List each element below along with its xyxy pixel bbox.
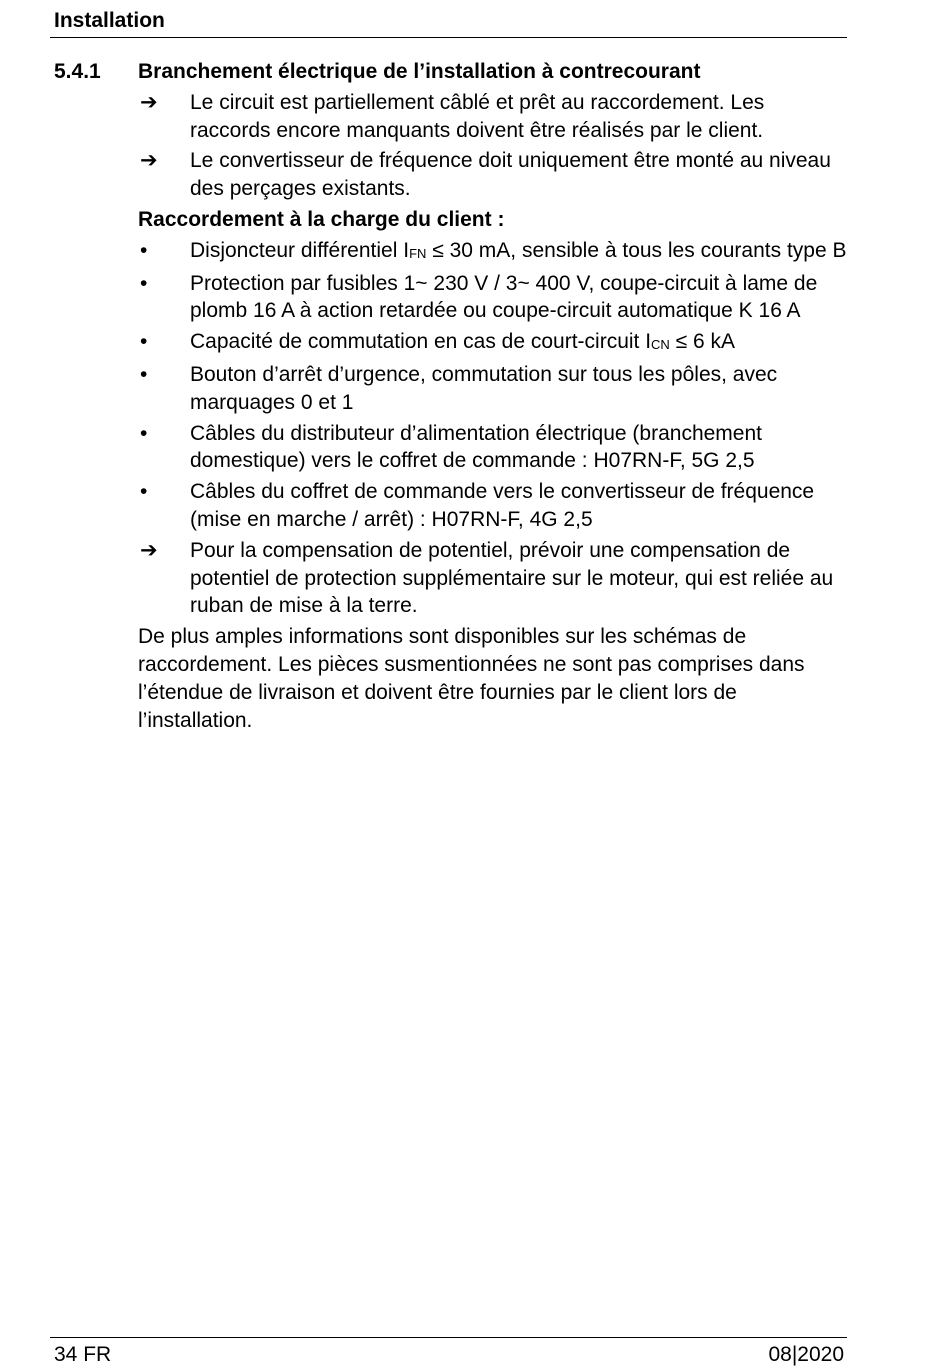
bullet-item: [138, 270, 850, 326]
bullet-item: [138, 237, 850, 267]
document-date: 08|2020: [768, 1343, 844, 1366]
bullet-text-start: Disjoncteur différentiel I: [190, 238, 410, 262]
bullet-text: Câbles du coffret de commande vers le convertisseur de fréquence (mise en marche / arrêt) : H07RN-F, 4G 2,5: [190, 480, 815, 531]
bullet-item: [138, 328, 850, 358]
list-item: [138, 89, 850, 145]
bullet-text-end: ≤ 30 mA, sensible à tous les courants type B: [426, 238, 847, 262]
bullet-icon: •: [140, 238, 148, 262]
main-content: [138, 58, 850, 734]
bullet-text: Bouton d’arrêt d’urgence, commutation sur tous les pôles, avec marquages 0 et 1: [190, 362, 778, 414]
bullet-item: [138, 361, 850, 417]
bullet-text-end: ≤ 6 kA: [669, 330, 736, 354]
header-rule: [50, 37, 847, 38]
list-item-text: Pour la compensation de potentiel, prévoir une compensation de potentiel de protection supplémentaire sur le moteur, qui est reliée au ruban de mise à la terre.: [190, 538, 834, 618]
bullet-icon: •: [140, 271, 148, 295]
bullet-icon: •: [140, 362, 148, 386]
list-item-text: Le circuit est partiellement câblé et prêt au raccordement. Les raccords encore manquants doivent être réalisés par le client.: [190, 90, 765, 142]
list-item: [138, 537, 850, 620]
section-title: Branchement électrique de l’installation à contrecourant: [138, 60, 701, 83]
page-number: 34 FR: [54, 1343, 112, 1366]
bullet-text-start: Capacité de commutation en cas de court-circuit I: [190, 330, 652, 354]
bullet-text: Câbles du distributeur d’alimentation électrique (branchement domestique) vers le coffret de commande : H07RN-F, 5G 2,5: [190, 421, 762, 473]
bullet-icon: •: [140, 330, 148, 354]
subscript: CN: [651, 337, 670, 353]
arrow-right-icon: ➔: [140, 149, 158, 173]
closing-paragraph: De plus amples informations sont disponibles sur les schémas de raccordement. Les pièces susmentionnées ne sont pas comprises dans l’étendue de livraison et doivent être fournies par le client lors de l’installation.: [138, 625, 805, 732]
subscript: FN: [409, 245, 427, 261]
bullet-item: [138, 420, 850, 476]
page-header-title: Installation: [54, 9, 165, 32]
subheading: Raccordement à la charge du client :: [138, 207, 505, 231]
bullet-item: [138, 478, 850, 534]
arrow-right-icon: ➔: [140, 538, 158, 562]
list-item: [138, 147, 850, 203]
list-item-text: Le convertisseur de fréquence doit uniquement être monté au niveau des perçages existants.: [190, 149, 831, 201]
bullet-text: Protection par fusibles 1~ 230 V / 3~ 400 V, coupe-circuit à lame de plomb 16 A à action retardée ou coupe-circuit automatique K 16 A: [190, 271, 818, 323]
footer-rule: [50, 1337, 847, 1338]
arrow-right-icon: ➔: [140, 90, 158, 114]
bullet-icon: •: [140, 421, 148, 445]
bullet-icon: •: [140, 480, 148, 504]
section-number: 5.4.1: [54, 60, 101, 83]
